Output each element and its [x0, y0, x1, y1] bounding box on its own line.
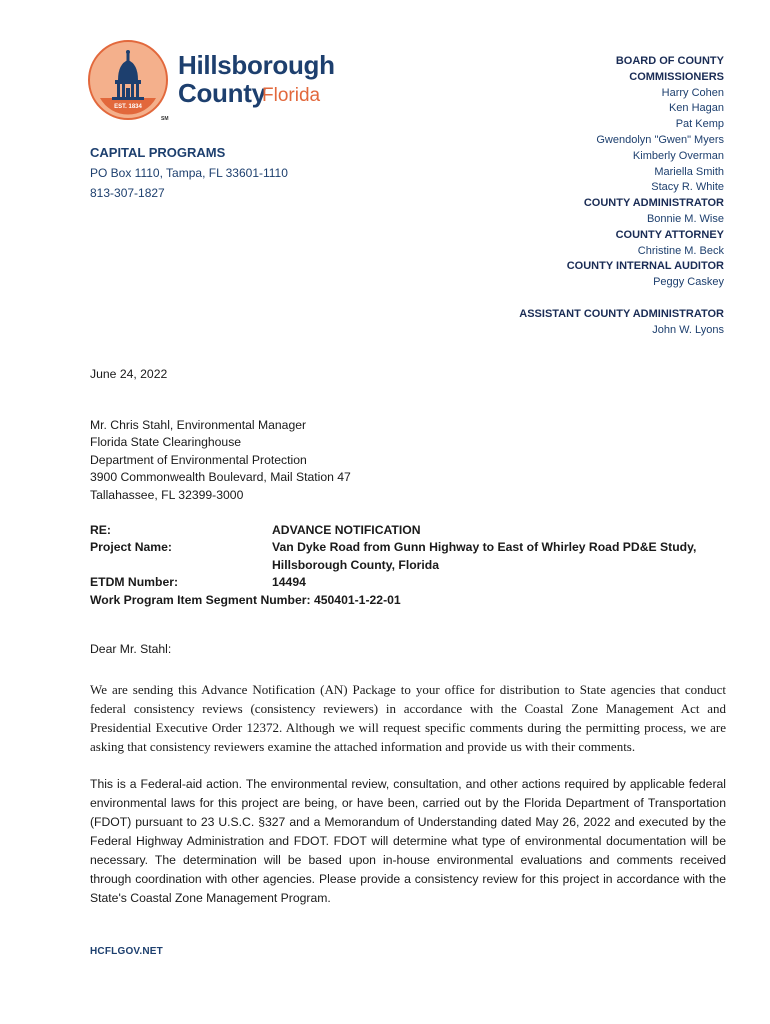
commissioner-name: Ken Hagan: [668, 102, 724, 115]
paragraph-2: This is a Federal-aid action. The environmental review, consultation, and other actions required by applicable federal environmental laws for this project are being, or have been, carried out by the Florida Department of Transportation (FDOT) pursuant to 23 U.S.C. §327 and a Memorandum of Understanding dated May 26, 2022 and executed by the Federal Highway Administration and FDOT. FDOT will determine what type of environmental documentation will be necessary. The determination will be based upon in-house environmental evaluations and comments received through coordination with other agencies. Please provide a consistency review for this project in accordance with the State's Coastal Zone Management Program.: [90, 777, 726, 906]
service-mark: SM: [161, 116, 169, 122]
letter-date: June 24, 2022: [90, 367, 168, 381]
courthouse-seal-icon: [88, 40, 168, 120]
board-heading: BOARD OF COUNTY: [615, 55, 724, 67]
footer-website[interactable]: HCFLGOV.NET: [90, 946, 163, 957]
commissioner-name: Harry Cohen: [661, 86, 724, 99]
attorney-title: COUNTY ATTORNEY: [615, 228, 724, 241]
recipient-line: Department of Environmental Protection: [90, 452, 307, 467]
department-name: CAPITAL PROGRAMS: [90, 145, 226, 160]
recipient-line: 3900 Commonwealth Boulevard, Mail Station 47: [90, 470, 351, 485]
paragraph-1: We are sending this Advance Notification (AN) Package to your office for distribution to State agencies that conduct federal consistency reviews (consistency reviewers) in accordance with the Coastal Zone Management Act and Presidential Executive Order 12372. Although we will request specific comments during the permitting process, we are asking that consistency reviewers examine the attached information and provide us with their comments.: [90, 682, 726, 755]
sender-phone[interactable]: 813-307-1827: [90, 186, 165, 200]
reference-block: [90, 522, 726, 610]
board-heading-2: COMMISSIONERS: [629, 70, 724, 83]
project-label: Project Name:: [90, 540, 172, 555]
commissioner-name: Kimberly Overman: [632, 149, 724, 162]
commissioner-name: Pat Kemp: [675, 118, 724, 131]
sender-block: [90, 144, 288, 202]
commissioner-name: Stacy R. White: [651, 181, 724, 194]
administrator-title: COUNTY ADMINISTRATOR: [583, 197, 724, 210]
recipient-line: Mr. Chris Stahl, Environmental Manager: [90, 417, 307, 432]
sender-address: PO Box 1110, Tampa, FL 33601-1110: [90, 166, 288, 180]
recipient-address: [90, 417, 726, 505]
attorney-name: Christine M. Beck: [637, 244, 724, 257]
project-value: Van Dyke Road from Gunn Highway to East of Whirley Road PD&E Study,: [272, 540, 697, 555]
auditor-name: Peggy Caskey: [653, 276, 724, 289]
administrator-name: Bonnie M. Wise: [646, 212, 724, 225]
project-value-2: Hillsborough County, Florida: [272, 557, 439, 572]
salutation: Dear Mr. Stahl:: [90, 641, 172, 656]
etdm-label: ETDM Number:: [90, 575, 179, 590]
commissioner-name: Gwendolyn "Gwen" Myers: [596, 133, 724, 146]
auditor-title: COUNTY INTERNAL AUDITOR: [566, 260, 724, 273]
re-label: RE:: [90, 522, 111, 537]
assistant-administrator-name: John W. Lyons: [652, 323, 724, 336]
wpis-value: 450401-1-22-01: [313, 592, 401, 607]
letter-body: [90, 366, 726, 908]
brand-state: Florida: [262, 85, 321, 106]
recipient-line: Florida State Clearinghouse: [90, 435, 242, 450]
assistant-administrator-title: ASSISTANT COUNTY ADMINISTRATOR: [519, 307, 724, 320]
commissioner-name: Mariella Smith: [654, 165, 724, 178]
board-listing: [464, 54, 724, 339]
wpis-label: Work Program Item Segment Number:: [90, 592, 311, 607]
brand-county: County: [178, 78, 266, 108]
re-value: ADVANCE NOTIFICATION: [272, 522, 421, 537]
seal-est-text: EST. 1834: [114, 104, 142, 110]
county-logo[interactable]: [88, 40, 338, 126]
recipient-line: Tallahassee, FL 32399-3000: [90, 487, 244, 502]
etdm-value: 14494: [272, 575, 306, 590]
brand-name: Hillsborough: [178, 50, 335, 80]
